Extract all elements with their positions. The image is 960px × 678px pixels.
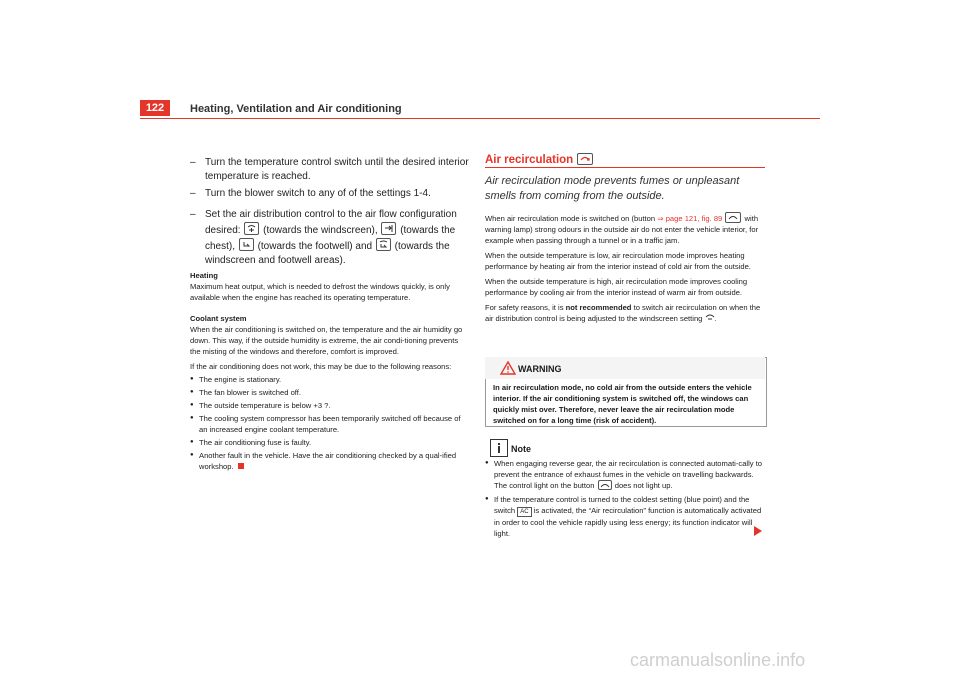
section-subtitle: Air recirculation mode prevents fumes or unpleasant smells from coming from the outside. [485,175,740,202]
paragraph: For safety reasons, it is not recommended to switch air recirculation on when the air distribution control is being adjusted to the windscreen setting . [485,303,761,323]
page-reference-link[interactable]: ⇒ page 121, fig. 89 [657,214,723,223]
step-item: – Turn the blower switch to any of of the settings 1-4. [190,187,470,201]
list-item: ● The air conditioning fuse is faulty. [190,437,470,448]
heating-section [190,270,470,303]
windscreen-footwell-vent-icon [376,238,391,251]
coolant-text-1: When the air conditioning is switched on, the temperature and the air humidity go down. This way, if the outside humidity is extreme, the air condi-tioning prevents the misting of the windows and therefore, comfort is improved. [190,325,463,356]
section-rule [485,167,765,168]
windscreen-vent-icon [244,222,259,235]
note-icon [490,439,508,457]
list-item: ● The engine is stationary. [190,374,470,385]
warning-triangle-icon [500,361,516,375]
note-label: Note [511,444,531,454]
paragraph: When the outside temperature is low, air recirculation mode improves heating performance by heating air from the interior instead of cold air from the outside. [485,251,751,271]
section-title: Air recirculation [485,153,594,166]
step-text: Turn the blower switch to any of of the settings 1-4. [205,188,431,199]
list-item [190,450,470,472]
page-number: 122 [140,100,170,116]
coolant-text-2: If the air conditioning does not work, this may be due to the following reasons: [190,362,452,371]
running-header-title: Heating, Ventilation and Air conditioning [190,103,402,115]
footer [0,640,960,678]
step-text: (towards the footwell) and [257,241,373,252]
coolant-section [190,313,470,472]
watermark: carmanualsonline.info [630,650,806,670]
continue-arrow-icon [753,524,763,536]
warning-text: In air recirculation mode, no cold air from the outside enters the vehicle interior. If the air conditioning system is switched off, the windows can quickly mist over. Therefore, never leave the air recirculation mode switched on for a long time (risk of accident). [493,383,752,425]
footwell-vent-icon [239,238,254,251]
heating-heading: Heating [190,271,218,280]
recirculation-icon [598,480,612,490]
recirculation-icon [725,212,741,223]
paragraph: When air recirculation mode is switched on (button ⇒ page 121, fig. 89 with warning lamp) strong odours in the outside air do not enter the vehicle interior, for example when passing through a tunnel or in a traffic jam. [485,214,759,245]
list-item: ● The cooling system compressor has been temporarily switched off because of an increased engine coolant temperature. [190,413,470,435]
list-item: ● The outside temperature is below +3 ?. [190,400,470,411]
coolant-heading: Coolant system [190,314,247,323]
list-item: ● The fan blower is switched off. [190,387,470,398]
step-text: Turn the temperature control switch until the desired interior temperature is reached. [205,157,469,182]
ac-key-icon: AC [517,507,531,517]
list-item: ● When engaging reverse gear, the air recirculation is connected automati-cally to prevent the entrance of exhaust fumes in the vehicle on travelling backwards. The control light on the button does not light up. [485,458,767,491]
heating-text: Maximum heat output, which is needed to defrost the windows quickly, is only available when the engine has reached its operating temperature. [190,282,450,302]
paragraph: When the outside temperature is high, air recirculation mode improves cooling performance by cooling air from the interior instead of warm air from outside. [485,277,748,297]
section-end-marker [238,463,244,469]
step-item: – Turn the temperature control switch until the desired interior temperature is reached. [190,157,469,182]
header-rule [140,118,820,119]
list-item: ● If the temperature control is turned to the coldest setting (blue point) and the switch AC is activated, the “Air recirculation” function is automatically activated in order to cool the vehicle rapidly using less energy; its function indicator will light. [485,494,767,539]
step-text: (towards the windscreen), [263,225,378,236]
emphasis: not recommended [565,303,632,312]
note-body [485,458,767,539]
step-text: (towards the windscreen and footwell areas). [205,241,450,266]
windscreen-setting-icon [705,313,715,321]
chest-vent-icon [381,222,396,235]
list-item-text: Another fault in the vehicle. Have the air conditioning checked by a qual-ified workshop. [199,451,457,471]
warning-label: WARNING [518,364,562,374]
step-text: (towards the chest), [205,225,456,252]
recirculation-icon [577,153,593,165]
step-item: – Set the air distribution control to the air flow configuration desired: (towards the windscreen), (towards the chest), (towards the footwell) and (towards the windscreen and footwell areas). [190,209,457,266]
recirculation-body [485,212,767,324]
step-text: Set the air distribution control to the air flow configuration desired: [205,209,457,236]
